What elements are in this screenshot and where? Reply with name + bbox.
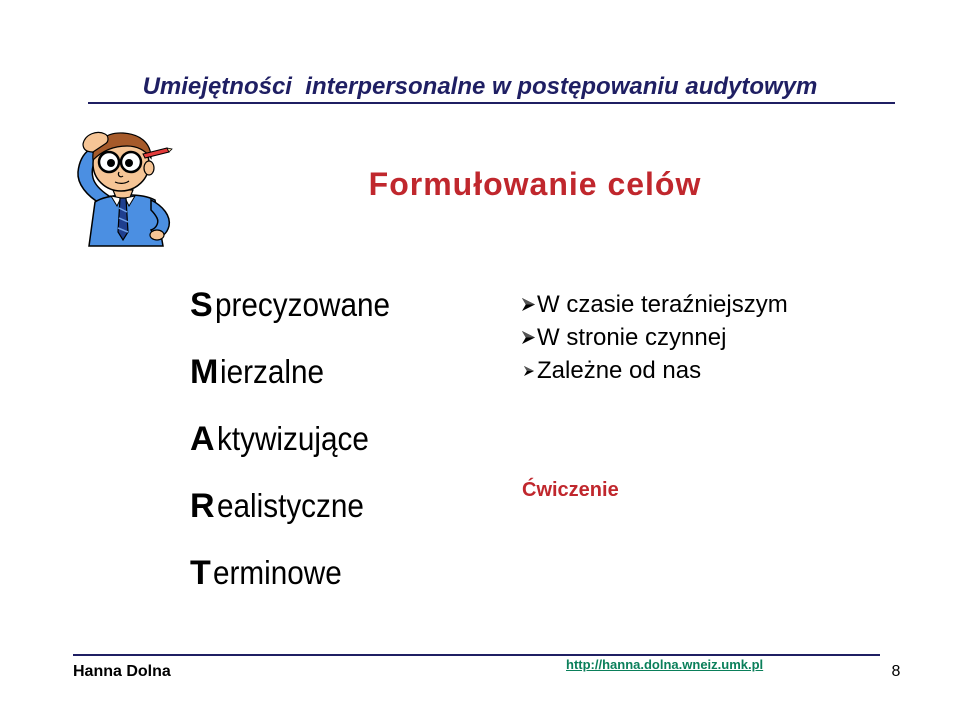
thinking-man-illustration — [73, 124, 173, 249]
header-divider — [88, 102, 895, 104]
smart-item — [190, 352, 409, 419]
smart-word-rest: ktywizujące — [216, 420, 369, 457]
footer-divider — [73, 654, 880, 656]
arrow-bullet-icon — [522, 331, 535, 344]
smart-initial: R — [190, 487, 215, 525]
list-item — [522, 354, 788, 387]
footer-website-link[interactable]: http://hanna.dolna.wneiz.umk.pl — [566, 657, 764, 672]
exercise-label: Ćwiczenie — [522, 479, 619, 501]
smart-word-rest: precyzowane — [214, 286, 390, 323]
bullet-text: W stronie czynnej — [537, 324, 727, 351]
arrow-bullet-icon — [524, 366, 534, 376]
smart-word-rest: erminowe — [212, 554, 342, 591]
smart-initial: M — [190, 353, 219, 391]
hand-on-hip — [150, 230, 164, 240]
ear — [144, 161, 154, 175]
bullet-text: Zależne od nas — [537, 357, 702, 384]
smart-initial: A — [190, 420, 215, 458]
footer-author: Hanna Dolna — [73, 663, 171, 680]
bullet-text: W czasie teraźniejszym — [537, 291, 788, 318]
smart-item — [190, 419, 409, 486]
smart-word-rest: ealistyczne — [216, 487, 364, 524]
goal-rules-list — [522, 288, 788, 387]
slide-header-title: Umiejętności interpersonalne w postępowaniu audytowym — [142, 73, 818, 100]
smart-word-rest: ierzalne — [220, 353, 325, 390]
smart-item — [190, 285, 409, 352]
list-item — [522, 288, 788, 321]
slide-subtitle: Formułowanie celów — [368, 166, 702, 202]
smart-item — [190, 486, 409, 553]
arrow-bullet-icon — [522, 298, 535, 311]
smart-initial: T — [190, 554, 211, 592]
list-item — [522, 321, 788, 354]
page-number: 8 — [891, 663, 901, 680]
smart-initial: S — [190, 286, 213, 324]
smart-acronym-list — [190, 285, 409, 620]
smart-item — [190, 553, 409, 620]
